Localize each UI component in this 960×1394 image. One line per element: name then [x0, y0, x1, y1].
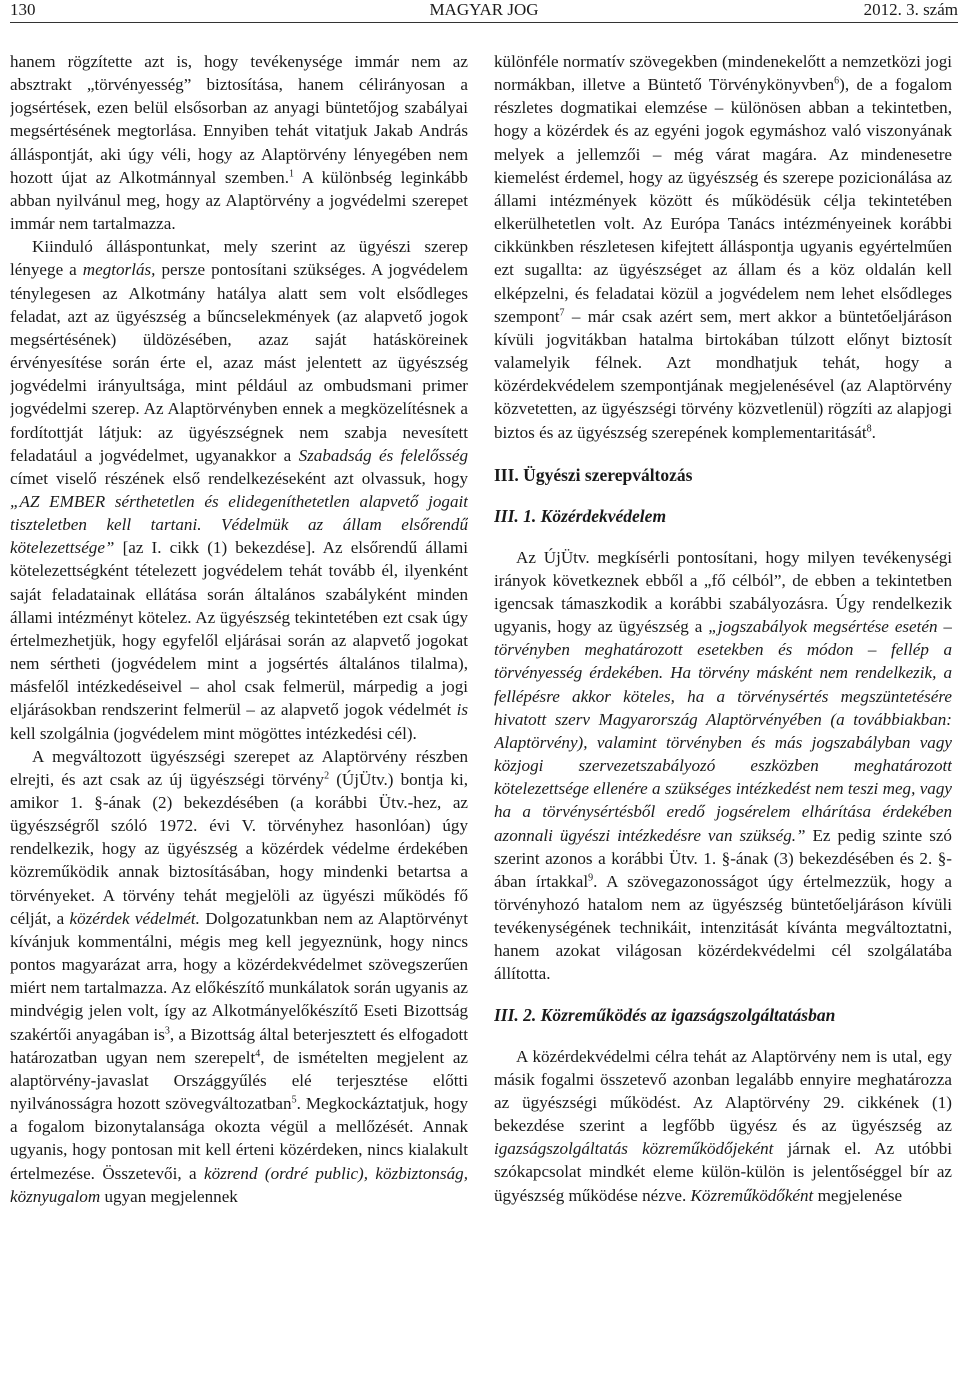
journal-title: MAGYAR JOG: [429, 0, 539, 19]
section-heading: III. Ügyészi szerepváltozás: [494, 464, 693, 485]
footnote-ref: 2: [324, 770, 330, 782]
page-number: 130: [10, 0, 36, 19]
paragraph: Kiinduló álláspontunkat, mely szerint az ügyészi szerep lényege a megtorlás, persze pontosítani szükséges. A jogvédelem ténylegesen az Alkotmány hatálya alatt sem volt elsődleges feladat, azt az ügyészség a bűncselekmények (az alapvető jogok megsértésének) üldözésében, azaz saját hatásköreinek érvényesítése során érte el, azaz mást jelentett az ügyészség jogvédelmi irányultsága, mint például az ombudsmani primer jogvédelmi szerep. Az Alaptörvényben ennek a megközelítésnek a fordítottját látjuk: az ügyészségnek nem szabja nevesített feladatául a jogvédelmet, ugyanakkor a Szabadság és felelősség címet viselő részének első rendelkezéseként azt olvassuk, hogy „AZ EMBER sérthetetlen és elidegeníthetetlen alapvető jogait tiszteletben kell tartani. Védelmük az állam elsőrendű kötelezettsége” [az I. cikk (1) bekezdése]. Az elsőrendű állami kötelezettségként tételezett jogvédelem tehát tovább él, ilyenként saját feladatainak ellátása során általános szabályként minden állami intézményt kötelez. Az ügyészség tekintetében ezt csak úgy értelmezhetjük, hogy egyfelől eljárásai során az alapvető jogokat nem sértheti (jogvédelem mint a jogsértés általános tilalma), másfelől intézkedéseivel – ahol csak felmerül, márpedig a jogi eljárásokban rendszerint felmerül – az alapvető jogok védelmét is kell szolgálnia (jogvédelem mint mögöttes intézkedési cél).: [10, 237, 468, 743]
paragraph: Az ÚjÜtv. megkísérli pontosítani, hogy milyen tevékenységi irányok következnek ebből a „fő célból”, de ebben a tekintetben igencsak támaszkodik a korábbi szabályozásra. Úgy rendelkezik ugyanis, hogy az ügyészség a „jogszabályok megsértése esetén – törvényben meghatározott esetekben és módon – fellép a törvényesség érdekében. Ha törvény másként nem rendelkezik, a fellépésre akkor köteles, ha a törvénysértés megszüntetésére hivatott szerv Magyarország Alaptörvényében (a továbbiakban: Alaptörvény), valamint törvényben és más jogszabályban vagy közjogi szervezetszabályozó eszközben meghatározott kötelezettsége ellenére a szükséges intézkedést nem teszi meg, vagy ha a törvénysértésből eredő jogsérelem elhárítása érdekében azonnali ügyészi intézkedésre van szükség.” Ez pedig szinte szó szerint azonos a korábbi Ütv. 1. §-ának (3) bekezdésében és 2. §-ában írtakkal$^9$. A szövegazonosságot úgy értelmezzük, hogy a törvényhozó hatalom nem az ügyészség büntetőeljáráson kívüli tevékenységének technikáit, intenzitását kívánta megváltoztatni, hanem azokat világosan közérdekvédelmi cél szolgálatába állította.: [494, 547, 952, 984]
footnote-ref: 4: [255, 1048, 261, 1060]
footnote-ref: 3: [164, 1024, 170, 1036]
paragraph: A megváltozott ügyészségi szerepet az Alaptörvény részben elrejti, és azt csak az új ügyészségi törvény$^2$ (ÚjÜtv.) bontja ki, amikor 1. §-ának (2) bekezdésében (a korábbi Ütv.-hez, az ügyészségről szóló 1972. évi V. törvényhez hasonlóan) úgy rendelkezik, hogy az ügyészség a közérdek védelme érdekében közreműködik annak biztosításában, hogy mindenki betartsa a törvényeket. A törvény tehát megjelöli az ügyészi működés fő célját, a közérdek védelmét. Dolgozatunkban nem az Alaptörvényt kívánjuk kommentálni, mégis meg kell jegyeznünk, hogy nincs pontos magyarázat arra, hogy a közérdekvédelmet szövegszerűen miért nem tartalmazza. Az előkészítő munkálatok során ugyanis az mindvégig jelen volt, így az Alkotmányelőkészítő Eseti Bizottság szakértői anyagában $is^3$, a Bizottság által beterjesztett és elfogadott határozatban ugyan nem szerepelt$^4$, de ismételten megjelent az alaptörvény-javaslat Országgyűlés elé terjesztése előtti nyilvánosságra hozott szövegváltozatban$^5$. Megkockáztatjuk, hogy a fogalom bizonytalansága okozta végül a mellőzését. Annak ugyanis, hogy pontosan mit kell érteni közérdeken, nincs kialakult értelmezése. Összetevői, a közrend (ordré public), közbiztonság, köznyugalom ugyan megjelennek: [10, 746, 468, 1206]
subsection-heading: III. 2. Közreműködés az igazságszolgáltatásban: [494, 1004, 836, 1025]
header-rule: [10, 22, 958, 23]
issue-label: 2012. 3. szám: [863, 0, 958, 19]
footnote-ref: 8: [866, 422, 872, 434]
footnote-ref: 1: [288, 168, 294, 180]
page-header: [10, 0, 958, 20]
right-column: [494, 50, 952, 1390]
paragraph: A közérdekvédelmi célra tehát az Alaptörvény nem is utal, egy másik fogalmi összetevő azonban legalább ennyire meghatározza az ügyészségi működést. Az Alaptörvény 29. cikkének (1) bekezdése szerint a legfőbb ügyész és az ügyészség az igazságszolgáltatás közreműködőjeként járnak el. Az utóbbi szókapcsolat mindkét eleme külön-külön is jelentőséggel bír az ügyészség működése nézve. Közreműködőként megjelenése: [494, 1046, 952, 1205]
footnote-ref: 6: [834, 75, 840, 87]
footnote-ref: 7: [559, 307, 565, 319]
paragraph: különféle normatív szövegekben (mindenekelőtt a nemzetközi jogi normákban, illetve a Büntető Törvénykönyvben$^6$), de a fogalom részletes dogmatikai elemzése – különösen abban a tekintetben, hogy a közérdek és az egyéni jogok egymáshoz való viszonyának melyek a jellemzői – még várat magára. Az mindenesetre kiemelést érdemel, hogy az ügyészség és szerepe pozicionálása az állami intézmények között és működésük célja tekintetében elkerülhetetlen volt. Az Európa Tanács intézményeinek korábbi cikkünkben részletesen kifejtett álláspontja ugyanis egyértelműen ezt sugallta: az ügyészséget az állam és a köz oldalán kell elképzelni, és feladatai közül a jogvédelem nem lehet elsődleges szempont$^7$ – már csak azért sem, mert akkor a büntetőeljáráson kívüli jogvitákban hatalma birtokában túlzott előnyt biztosít valamelyik félnek. Azt mondhatjuk tehát, hogy a közérdekvédelem szempontjának megjelenésével (az Alaptörvény közvetetten, az ügyészségi törvény közvetlenül) rögzíti az alapjogi biztos és az ügyészség szerepének komplementaritását$^8$.: [494, 52, 952, 442]
left-column: [10, 50, 468, 1390]
subsection-heading: III. 1. Közérdekvédelem: [494, 505, 667, 526]
footnote-ref: 9: [588, 872, 594, 884]
paragraph: hanem rögzítette azt is, hogy tevékenysége immár nem az absztrakt „törvényesség” biztosítása, hanem célirányosan a jogsértések, ezen belül elsősorban az anyagi büntetőjog szabályai megsértésének megtorlása. Ennyiben tehát vitatjuk Jakab András álláspontját, aki úgy véli, hogy az Alaptörvény lényegében nem hozott újat az Alkotmánnyal szemben.$^1$ A különbség leginkább abban nyilvánul meg, hogy az Alaptörvény a jogvédelmi szerepet immár nem tartalmazza.: [10, 52, 468, 234]
footnote-ref: 5: [291, 1094, 297, 1106]
